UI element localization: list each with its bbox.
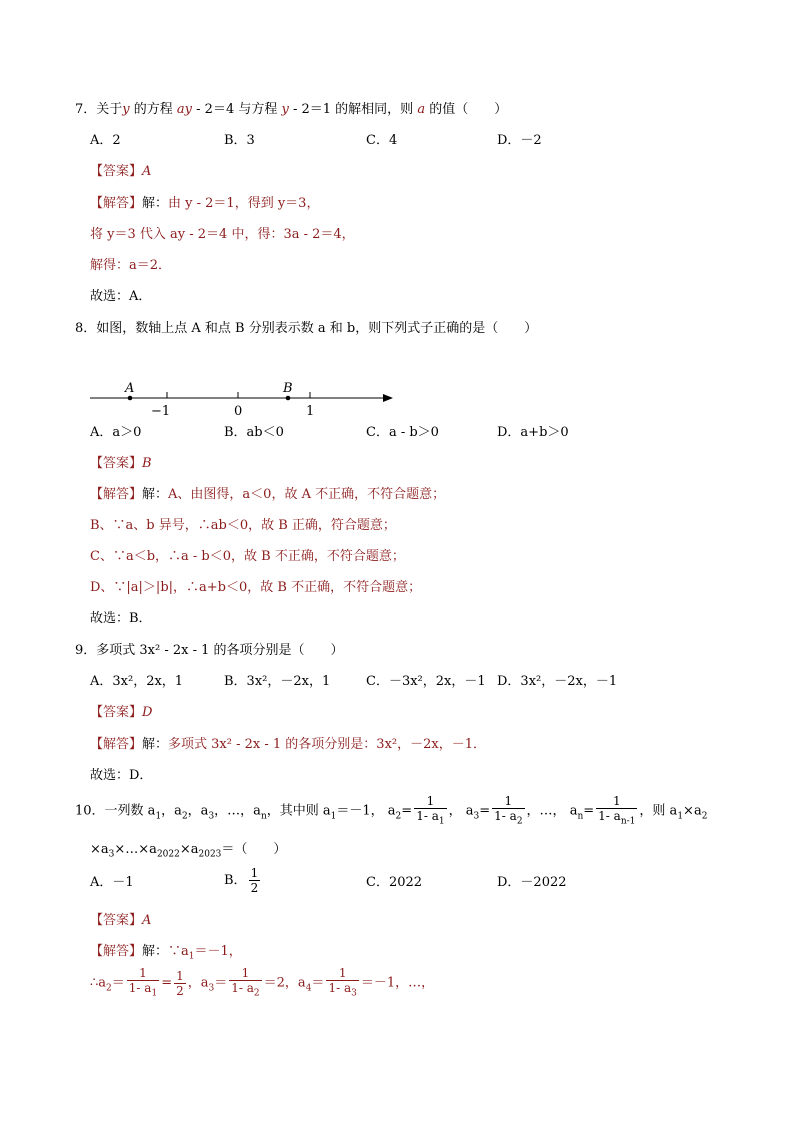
q8-stem: 8．如图，数轴上点 A 和点 B 分别表示数 a 和 b，则下列式子正确的是（ ）: [75, 321, 538, 336]
tick-label-minus-one: −1: [151, 404, 171, 419]
q7-option-c: C．4: [366, 133, 398, 148]
q7-option-a: A．2: [90, 133, 121, 148]
sol-fraction-a2: $\frac{1}{1- a_1}$: [128, 966, 158, 999]
q7-answer: 【答案】A: [90, 164, 152, 179]
q10-option-b: B． $\frac{1}{2}$: [224, 866, 259, 895]
fraction-half: $\frac{1}{2}$: [250, 866, 259, 895]
q8-solution-4: D、∵|a|＞|b|，∴a+b＜0，故 B 不正确，不符合题意；: [90, 580, 422, 595]
q10-option-a: A．－1: [90, 875, 134, 890]
q10-solution-1: 【解答】解：$\because a_1=-1$，: [90, 944, 242, 962]
q7-option-b: B．3: [224, 133, 255, 148]
q8-option-a: A．a＞0: [90, 425, 142, 440]
q9-solution-1: 【解答】解：多项式 3x² - 2x - 1 的各项分别是：3x²，－2x，－1．: [90, 737, 486, 752]
q10-solution-2: $\therefore a_2=$ $\frac{1}{1- a_1}$ = $\frac{1}{2}$ ，$a_3=$ $\frac{1}{1- a_2}$ ＝2，$a_4=$ $\frac{1}{1- a_3}$ ＝－1，…，: [90, 966, 435, 999]
q9-answer: 【答案】D: [90, 705, 153, 720]
q7-solution-3: 解得：a＝2．: [90, 258, 172, 273]
q9-solution-2: 故选：D．: [90, 768, 153, 783]
q8-solution-3: C、∵a＜b，∴a - b＜0，故 B 不正确，不符合题意；: [90, 549, 405, 564]
q9-option-c: C．－3x²，2x，－1: [366, 674, 486, 689]
q10-stem-line1: 10．一列数 $a_1$，$a_2$，$a_3$，…，$a_n$，其中则 $a_1=-1$， $a_2=$ $\frac{1}{1- a_1}$ ， $a_3=$ $\frac{1}{1- a_2}$ ，…， $a_n=$ $\frac{1}{1- a_{n-1}}$ ，则 $a_1\times a_2$: [75, 794, 708, 827]
q10-option-c: C．2022: [366, 875, 423, 890]
point-b-dot: [286, 396, 291, 401]
q8-option-c: C．a - b＞0: [366, 425, 439, 440]
sol-fraction-a3: $\frac{1}{1- a_2}$: [231, 966, 260, 999]
point-a-dot: [128, 396, 133, 401]
q8-answer: 【答案】B: [90, 456, 152, 471]
fraction-a2: $\frac{1}{1- a_1}$: [416, 794, 445, 827]
q9-option-d: D．3x²，－2x，－1: [497, 674, 618, 689]
q10-stem-line2: $\times a_3\times\dots\times a_{2022}\times a_{2023}=$（ ）: [90, 842, 287, 860]
q10-option-d: D．－2022: [497, 875, 567, 890]
q7-stem: 7．关于y 的方程 ay - 2＝4 与方程 y - 2＝1 的解相同，则 a 的值（ ）: [75, 102, 508, 117]
q7-solution-4: 故选：A．: [90, 289, 152, 304]
number-line-figure: [85, 373, 405, 423]
q9-stem: 9．多项式 3x² - 2x - 1 的各项分别是（ ）: [75, 643, 344, 658]
q10-answer: 【答案】A: [90, 913, 152, 928]
q7-option-d: D．－2: [497, 133, 542, 148]
q8-option-d: D．a+b＞0: [497, 425, 569, 440]
sol-fraction-a4: $\frac{1}{1- a_3}$: [328, 966, 357, 999]
fraction-a3: $\frac{1}{1- a_2}$: [494, 794, 523, 827]
q8-solution-1: 【解答】解：A、由图得，a＜0，故 A 不正确，不符合题意；: [90, 487, 446, 502]
point-a-label: A: [125, 381, 135, 396]
q9-option-a: A．3x²，2x，1: [90, 674, 184, 689]
tick-label-zero: 0: [234, 404, 243, 419]
point-b-label: B: [283, 381, 293, 396]
q8-solution-2: B、∵a、b 异号，∴ab＜0，故 B 正确，符合题意；: [90, 518, 396, 533]
number-line-arrow: [383, 394, 393, 402]
q8-option-b: B．ab＜0: [224, 425, 284, 440]
fraction-an: $\frac{1}{1- a_{n-1}}$: [598, 794, 636, 827]
q8-solution-5: 故选：B．: [90, 611, 152, 626]
sol-fraction-half: $\frac{1}{2}$: [176, 968, 184, 998]
q7-solution-2: 将 y＝3 代入 ay - 2＝4 中，得：3a - 2＝4，: [90, 227, 355, 242]
tick-label-one: 1: [306, 404, 315, 419]
q7-solution-1: 【解答】解：由 y - 2＝1，得到 y＝3，: [90, 196, 320, 211]
q9-option-b: B．3x²，－2x，1: [224, 674, 331, 689]
